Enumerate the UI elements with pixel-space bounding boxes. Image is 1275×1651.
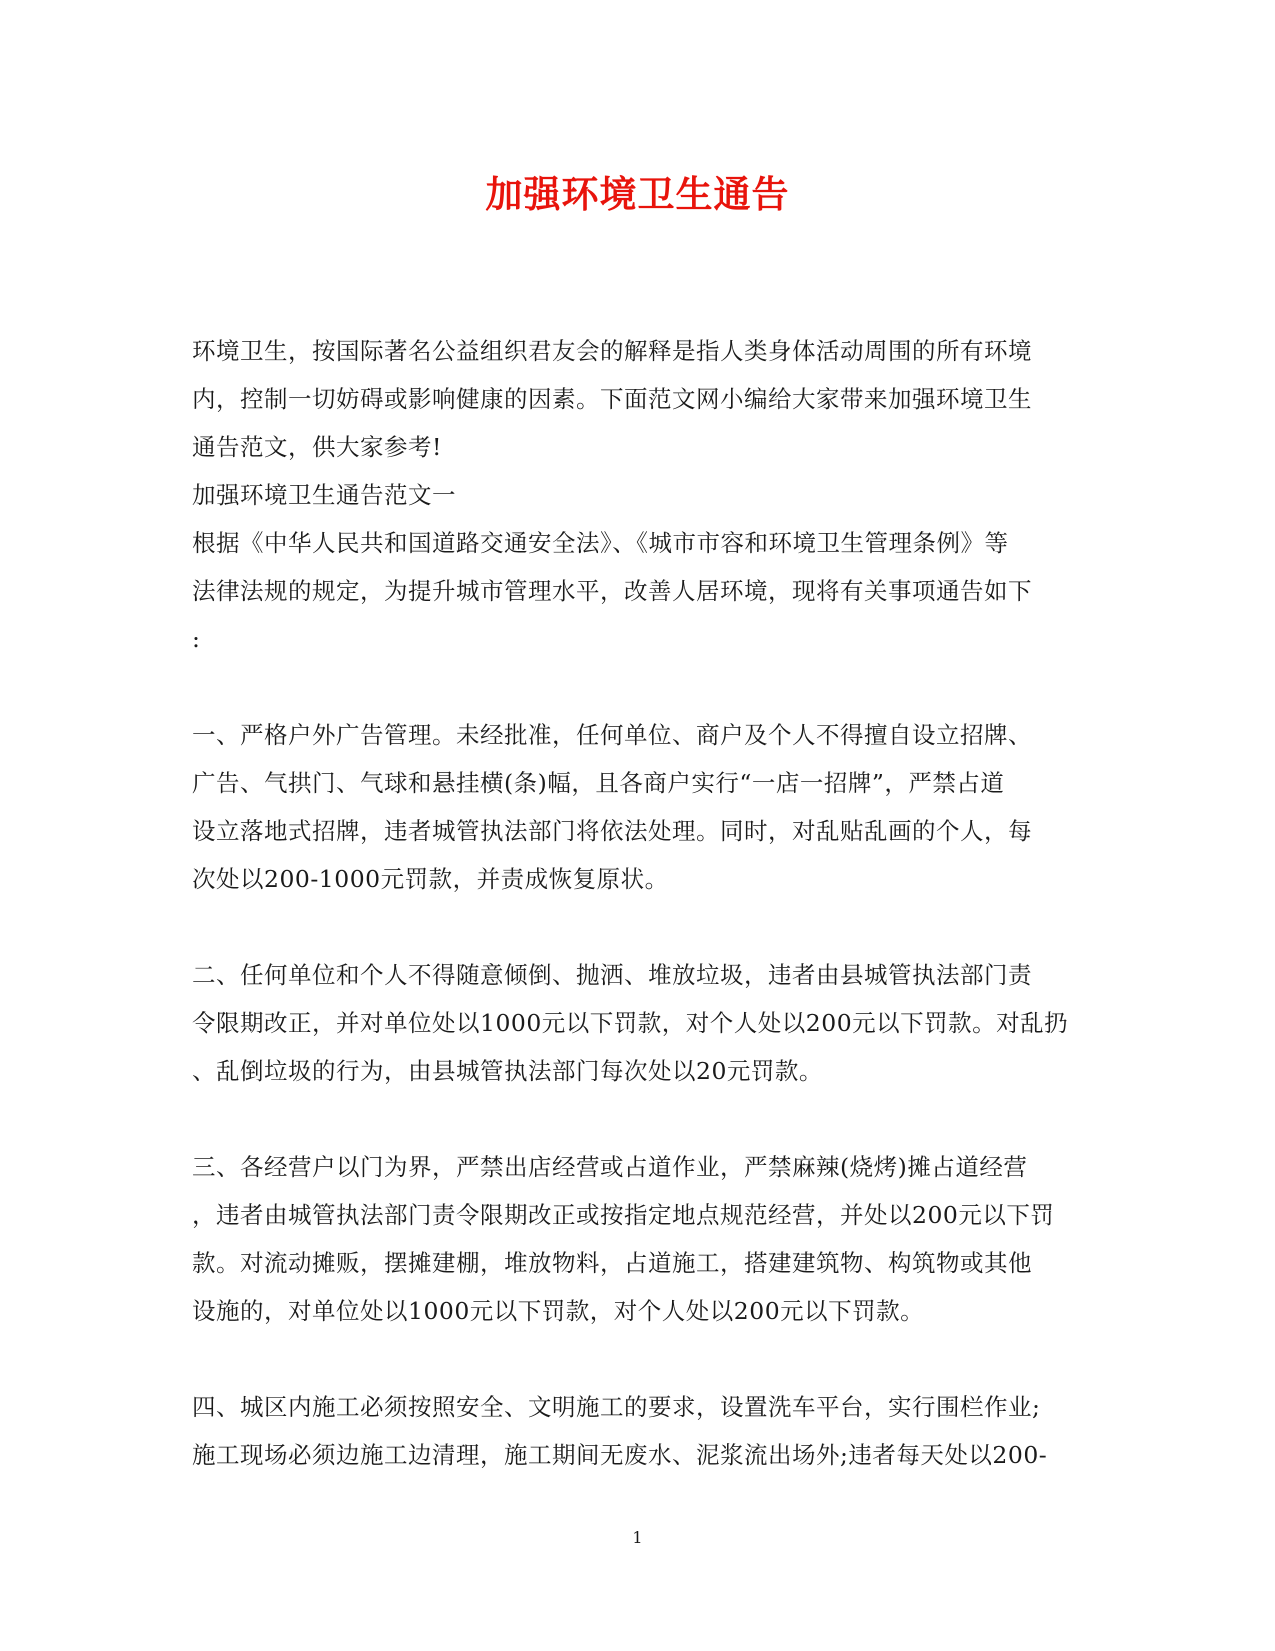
text-line: 通告范文，供大家参考! xyxy=(192,433,442,461)
text-line: ，违者由城管执法部门责令限期改正或按指定地点规范经营，并处以200元以下罚 xyxy=(192,1201,1055,1229)
text-line: 次处以200-1000元罚款，并责成恢复原状。 xyxy=(192,865,669,893)
blank-line xyxy=(192,1095,1084,1143)
text-line: : xyxy=(192,625,201,653)
section-heading: 加强环境卫生通告范文一 xyxy=(192,481,456,509)
blank-line xyxy=(192,1335,1084,1383)
text-line: 三、各经营户以门为界，严禁出店经营或占道作业，严禁麻辣(烧烤)摊占道经营 xyxy=(192,1153,1028,1181)
text-line: 二、任何单位和个人不得随意倾倒、抛洒、堆放垃圾，违者由县城管执法部门责 xyxy=(192,961,1032,989)
text-line: 内，控制一切妨碍或影响健康的因素。下面范文网小编给大家带来加强环境卫生 xyxy=(192,385,1032,413)
text-line: 款。对流动摊贩，摆摊建棚，堆放物料，占道施工，搭建建筑物、构筑物或其他 xyxy=(192,1249,1032,1277)
text-line: 广告、气拱门、气球和悬挂横(条)幅，且各商户实行“一店一招牌”，严禁占道 xyxy=(192,769,1005,797)
text-line: 、乱倒垃圾的行为，由县城管执法部门每次处以20元罚款。 xyxy=(192,1057,823,1085)
document-title: 加强环境卫生通告 xyxy=(485,172,790,216)
text-line: 令限期改正，并对单位处以1000元以下罚款，对个人处以200元以下罚款。对乱扔 xyxy=(192,1009,1069,1037)
blank-line xyxy=(192,903,1084,951)
text-line: 法律法规的规定，为提升城市管理水平，改善人居环境，现将有关事项通告如下 xyxy=(192,577,1032,605)
document-body xyxy=(192,327,1084,1479)
text-line: 环境卫生，按国际著名公益组织君友会的解释是指人类身体活动周围的所有环境 xyxy=(192,337,1032,365)
page-number: 1 xyxy=(632,1528,643,1547)
text-line: 根据《中华人民共和国道路交通安全法》、《城市市容和环境卫生管理条例》等 xyxy=(192,529,1009,557)
blank-line xyxy=(192,663,1084,711)
text-line: 四、城区内施工必须按照安全、文明施工的要求，设置洗车平台，实行围栏作业; xyxy=(192,1393,1041,1421)
text-line: 一、严格户外广告管理。未经批准，任何单位、商户及个人不得擅自设立招牌、 xyxy=(192,721,1032,749)
text-line: 设立落地式招牌，违者城管执法部门将依法处理。同时，对乱贴乱画的个人，每 xyxy=(192,817,1032,845)
text-line: 施工现场必须边施工边清理，施工期间无废水、泥浆流出场外;违者每天处以200- xyxy=(192,1441,1048,1469)
text-line: 设施的，对单位处以1000元以下罚款，对个人处以200元以下罚款。 xyxy=(192,1297,925,1325)
